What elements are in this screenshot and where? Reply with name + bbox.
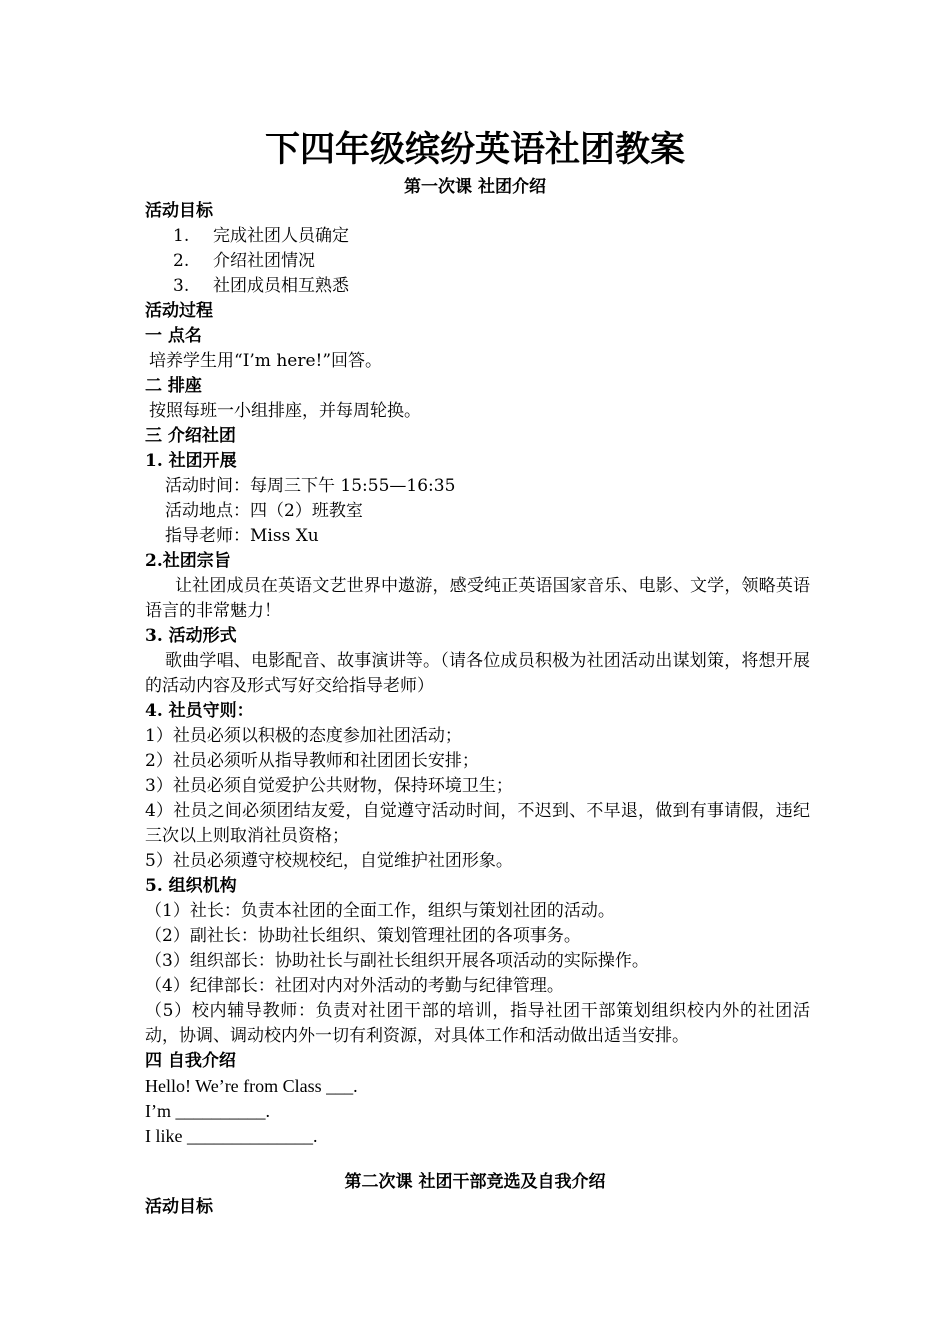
rule-item: 1）社员必须以积极的态度参加社团活动； (145, 726, 462, 746)
subheading-club-schedule: 1. 社团开展 (145, 451, 237, 471)
org-item: （1）社长：负责本社团的全面工作，组织与策划社团的活动。 (145, 901, 615, 921)
goal-item: 2. 介绍社团情况 (173, 251, 315, 271)
subheading-member-rules: 4. 社员守则： (145, 701, 254, 721)
schedule-time: 活动时间：每周三下午 15:55—16:35 (165, 476, 456, 496)
rule-item: 3）社员必须自觉爱护公共财物，保持环境卫生； (145, 776, 513, 796)
subheading-club-purpose: 2.社团宗旨 (145, 551, 231, 571)
rollcall-text: 培养学生用“I’m here!”回答。 (149, 351, 383, 371)
lesson1-heading: 第一次课 社团介绍 (404, 177, 546, 197)
goals-heading: 活动目标 (145, 201, 213, 221)
lesson2-heading: 第二次课 社团干部竞选及自我介绍 (344, 1172, 606, 1192)
org-item: （3）组织部长：协助社长与副社长组织开展各项活动的实际操作。 (145, 951, 649, 971)
intro-line: I’m __________. (145, 1101, 270, 1121)
goal-item: 3. 社团成员相互熟悉 (173, 276, 349, 296)
lesson2-goals-heading: 活动目标 (145, 1197, 213, 1217)
section-heading-self-intro: 四 自我介绍 (145, 1051, 236, 1071)
schedule-place: 活动地点：四（2）班教室 (165, 501, 363, 521)
lesson1-body (145, 199, 810, 1149)
org-item: （5）校内辅导教师：负责对社团干部的培训，指导社团干部策划组织校内外的社团活动，协调、调动校内外一切有利资源，对具体工作和活动做出适当安排。 (145, 1001, 810, 1046)
org-item: （2）副社长：协助社长组织、策划管理社团的各项事务。 (145, 926, 581, 946)
document-title: 下四年级缤纷英语社团教案 (264, 130, 685, 170)
process-heading: 活动过程 (145, 301, 213, 321)
rule-item: 5）社员必须遵守校规校纪，自觉维护社团形象。 (145, 851, 513, 871)
rule-item: 2）社员必须听从指导教师和社团团长安排； (145, 751, 479, 771)
section-heading-seating: 二 排座 (145, 376, 202, 396)
schedule-teacher: 指导老师：Miss Xu (165, 526, 319, 546)
intro-line: Hello! We’re from Class ___. (145, 1076, 358, 1096)
goal-item: 1. 完成社团人员确定 (173, 226, 349, 246)
subheading-organization: 5. 组织机构 (145, 876, 237, 896)
rule-item: 4）社员之间必须团结友爱，自觉遵守活动时间，不迟到、不早退，做到有事请假，违纪三次以上则取消社员资格； (145, 801, 810, 846)
club-purpose-text: 让社团成员在英语文艺世界中遨游，感受纯正英语国家音乐、电影、文学，领略英语语言的非常魅力！ (145, 576, 810, 621)
subheading-activity-form: 3. 活动形式 (145, 626, 237, 646)
org-item: （4）纪律部长：社团对内对外活动的考勤与纪律管理。 (145, 976, 564, 996)
section-heading-club-intro: 三 介绍社团 (145, 426, 236, 446)
seating-text: 按照每班一小组排座，并每周轮换。 (149, 401, 421, 421)
activity-form-text: 歌曲学唱、电影配音、故事演讲等。（请各位成员积极为社团活动出谋划策，将想开展的活动内容及形式写好交给指导老师） (145, 651, 810, 696)
section-heading-rollcall: 一 点名 (145, 326, 202, 346)
intro-line: I like ______________. (145, 1126, 318, 1146)
